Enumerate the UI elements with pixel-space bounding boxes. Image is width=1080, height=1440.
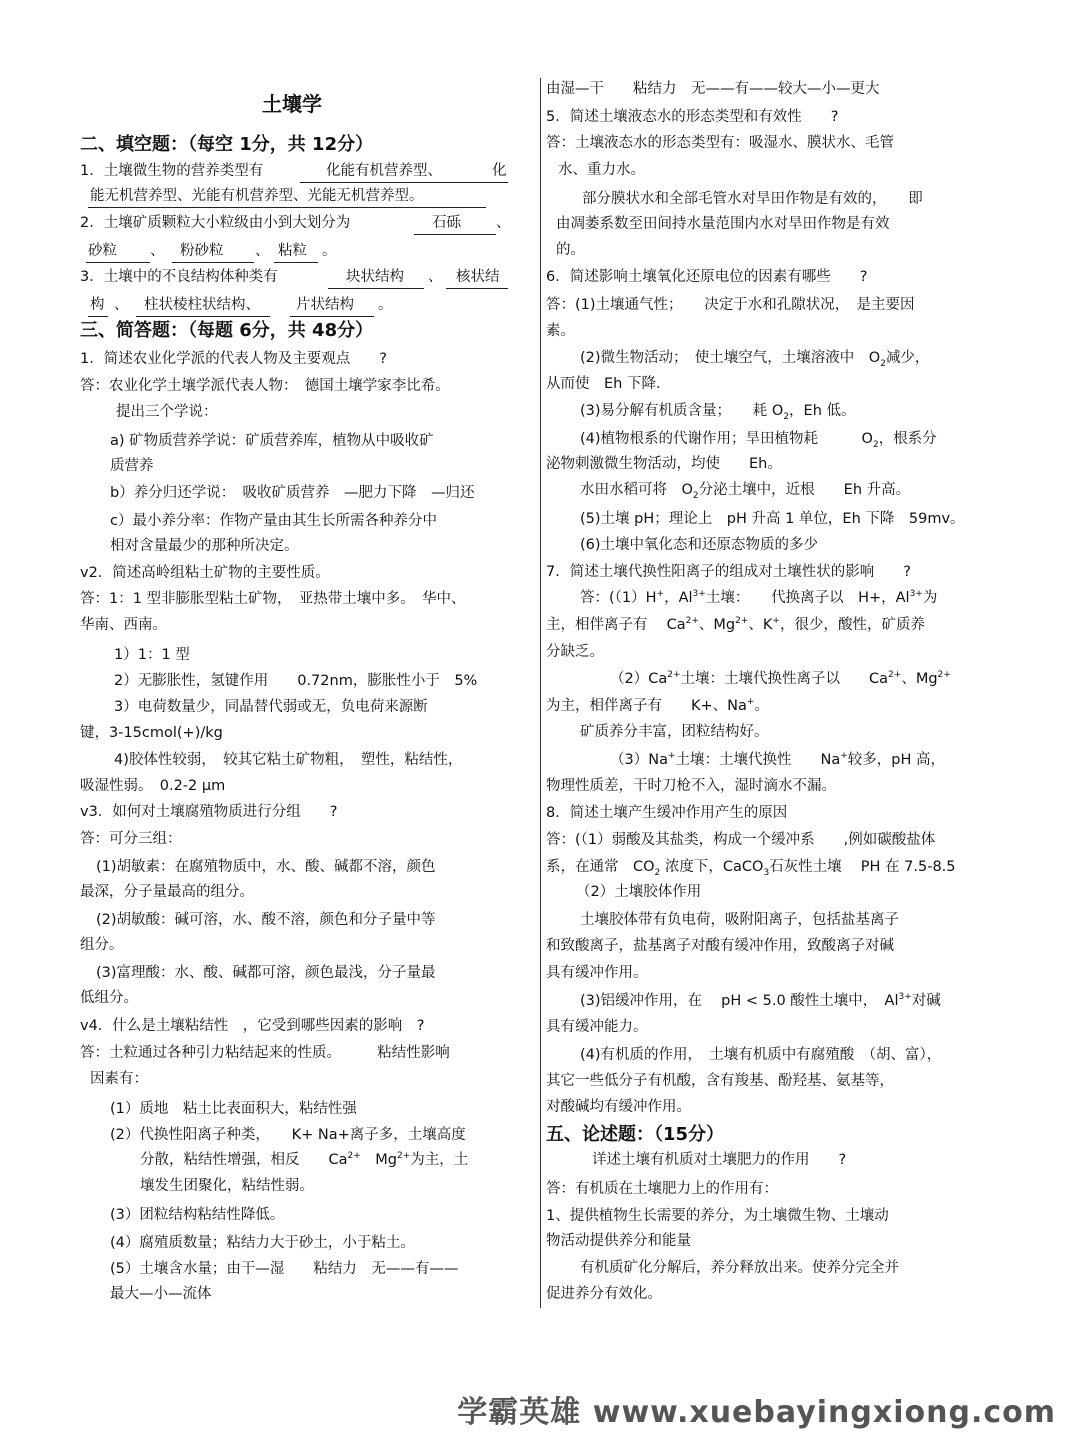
answer-9-line: 答：有机质在土壤肥力上的作用有： [546, 1181, 778, 1197]
answer-6-line: (4)植物根系的代谢作用；旱田植物耗 $O_2$，根系分 [580, 431, 937, 450]
answer-underline [328, 288, 424, 289]
answer-4-line: (3）团粒结构粘结性降低。 [110, 1207, 285, 1223]
answer-4-line: 答：土粒通过各种引力粘结起来的性质。 粘结性影响 [80, 1045, 450, 1061]
answer-6-line: 素。 [546, 323, 575, 339]
fill-q1-answer-c: 能无机营养型、光能有机营养型、光能无机营养型。 [90, 188, 424, 204]
fill-q3-answer-d: 片状结构 [296, 297, 354, 313]
answer-underline [88, 316, 108, 317]
answer-6-line: 答：(1)土壤通气性； 决定于水和孔隙状况， 是主要因 [546, 297, 915, 313]
question-5: 5．简述土壤液态水的形态类型和有效性 ? [546, 109, 839, 125]
answer-4-line: (5）土壤含水量；由干—湿 粘结力 无——有—— [110, 1261, 459, 1277]
section-short-answer-heading: 三、简答题：（每题 6分，共 48分） [80, 320, 374, 341]
answer-2-line: 吸湿性弱。 0.2-2 μm [80, 778, 226, 794]
question-1: 1．简述农业化学派的代表人物及主要观点 ? [80, 351, 387, 367]
answer-9-line: 物活动提供养分和能量 [546, 1233, 691, 1249]
answer-8-line: 系，在通常 $CO_2$ 浓度下，CaCO$_3$石灰性土壤 PH 在 7.5-8.5 [546, 859, 956, 878]
answer-7-line: 物理性质差，干时刀枪不入，湿时滴水不漏。 [546, 778, 836, 794]
answer-8-line: 和致酸离子，盐基离子对酸有缓冲作用，致酸离子对碱 [546, 938, 894, 954]
answer-7-line: 为主，相伴离子有 K+、Na+。 [546, 697, 769, 714]
fill-q2-stem: 2．土壤矿质颗粒大小粒级由小到大划分为 [80, 215, 351, 231]
answer-2-line: 4)胶体性较弱， 较其它粘土矿物粗， 塑性，粘结性， [114, 752, 463, 768]
answer-5-line: 答：土壤液态水的形态类型有：吸湿水、膜状水、毛管 [546, 135, 894, 151]
answer-5-line: 由凋萎系数至田间持水量范围内水对旱田作物是有效 [556, 216, 890, 232]
answer-4-line: (4）腐殖质数量；粘结力大于砂土，小于粘土。 [110, 1235, 415, 1251]
answer-1-line: 相对含量最少的那种所决定。 [110, 538, 299, 554]
fill-q3-answer-b2: 构 [90, 297, 105, 313]
fill-q2-answer-d: 粘粒 [278, 243, 307, 259]
answer-6-line: 泌物刺激微生物活动，均使 Eh。 [546, 456, 782, 472]
answer-7-line: （3）Na+土壤：土壤代换性 Na+较多，pH 高， [610, 751, 946, 768]
answer-underline [300, 182, 508, 183]
fill-q1-answer-a: 化能有机营养型、 [326, 163, 442, 179]
answer-underline [172, 262, 254, 263]
fill-q3-stem: 3．土壤中的不良结构体种类有 [80, 269, 278, 285]
answer-3-line: 答：可分三组： [80, 831, 182, 847]
question-9: 详述土壤有机质对土壤肥力的作用 ? [592, 1152, 847, 1168]
answer-8-line: 其它一些低分子有机酸，含有羧基、酚羟基、氨基等， [546, 1073, 894, 1089]
fill-q3-sep: 、 [114, 297, 129, 313]
fill-q2-answer-a: 石砾 [432, 215, 461, 231]
answer-6-line: (5)土壤 pH；理论上 pH 升高 1 单位，Eh 下降 59mv。 [580, 511, 965, 527]
answer-3-line: 低组分。 [80, 990, 138, 1006]
question-4: v4．什么是土壤粘结性 ，它受到哪些因素的影响 ? [80, 1018, 425, 1034]
answer-4-continued: 由湿—干 粘结力 无——有——较大—小—更大 [546, 81, 880, 97]
answer-6-line: (3)易分解有机质含量； 耗 $O_2$，Eh 低。 [580, 403, 856, 422]
fill-q3-answer-c: 柱状棱柱状结构、 [144, 297, 260, 313]
answer-underline [88, 207, 486, 208]
fill-q2-answer-c: 粉砂粒 [180, 243, 224, 259]
fill-q3-answer-b: 核状结 [456, 269, 500, 285]
answer-4-line: (1）质地 粘土比表面积大，粘结性强 [110, 1101, 357, 1117]
answer-2-line: 键，3-15cmol(+)/kg [80, 725, 223, 741]
answer-1-line: b）养分归还学说： 吸收矿质营养 —肥力下降 —归还 [110, 485, 475, 501]
question-2: v2．简述高岭组粘土矿物的主要性质。 [80, 565, 330, 581]
answer-2-line: 华南、西南。 [80, 617, 167, 633]
fill-q2-end: 。 [322, 243, 337, 259]
fill-q2-sep: 、 [150, 243, 165, 259]
answer-9-line: 促进养分有效化。 [546, 1286, 662, 1302]
answer-underline [274, 262, 318, 263]
answer-1-line: a) 矿物质营养学说：矿质营养库，植物从中吸收矿 [110, 433, 434, 449]
answer-8-line: (4)有机质的作用， 土壤有机质中有腐殖酸 （胡、富）， [580, 1047, 942, 1063]
answer-5-line: 的。 [556, 242, 585, 258]
answer-3-line: 最深，分子量最高的组分。 [80, 884, 254, 900]
answer-4-line: 壤发生团聚化，粘结性弱。 [140, 1178, 314, 1194]
question-6: 6．简述影响土壤氧化还原电位的因素有哪些 ? [546, 269, 868, 285]
answer-3-line: (3)富理酸：水、酸、碱都可溶，颜色最浅，分子量最 [96, 965, 436, 981]
fill-q1-answer-b: 化 [492, 163, 507, 179]
fill-q3-sep: 、 [428, 269, 443, 285]
question-8: 8．简述土壤产生缓冲作用产生的原因 [546, 805, 788, 821]
question-7: 7．简述土壤代换性阳离子的组成对土壤性状的影响 ? [546, 564, 911, 580]
answer-1-line: 答：农业化学土壤学派代表人物： 德国土壤学家李比希。 [80, 378, 450, 394]
answer-underline [446, 288, 508, 289]
answer-6-line: 水田水稻可将 $O_2$分泌土壤中，近根 Eh 升高。 [580, 482, 911, 501]
answer-5-line: 部分膜状水和全部毛管水对旱田作物是有效的， 即 [582, 191, 923, 207]
answer-7-line: 答：(（1）H+，$Al^{3+}$土壤： 代换离子以 H+，$Al^{3+}$为 [580, 589, 938, 606]
answer-2-line: 1）1：1 型 [114, 647, 190, 663]
site-watermark: 学霸英雄 www.xuebayingxiong.com [457, 1395, 1056, 1430]
answer-underline [136, 316, 270, 317]
fill-q2-sep: 、 [496, 215, 511, 231]
answer-underline [290, 316, 374, 317]
answer-2-line: 2）无膨胀性，氢键作用 0.72nm，膨胀性小于 5% [114, 673, 478, 689]
answer-8-line: 对酸碱均有缓冲作用。 [546, 1099, 691, 1115]
answer-8-line: (3)铝缓冲作用，在 pH < 5.0 酸性土壤中， $Al^{3+}$对碱 [580, 992, 941, 1009]
answer-6-line: 从而使 Eh 下降． [546, 376, 671, 392]
answer-6-line: (2)微生物活动； 使土壤空气，土壤溶液中 $O_2$减少， [580, 350, 930, 369]
answer-9-line: 1、提供植物生长需要的养分，为土壤微生物、土壤动 [546, 1208, 889, 1224]
answer-4-line: (2）代换性阳离子种类， K+ Na+离子多，土壤高度 [110, 1127, 466, 1143]
answer-3-line: (2)胡敏酸：碱可溶，水、酸不溶，颜色和分子量中等 [96, 912, 436, 928]
section-fill-blank-heading: 二、填空题：（每空 1分，共 12分） [80, 134, 374, 155]
fill-q3-end: 。 [378, 297, 393, 313]
answer-4-line: 因素有： [90, 1071, 148, 1087]
answer-4-line: 分散，粘结性增强，相反 $Ca^{2+}$ $Mg^{2+}$为主，土 [140, 1151, 469, 1168]
answer-7-line: 主，相伴离子有 $Ca^{2+}$、$Mg^{2+}$、K+，很少，酸性，矿质养 [546, 616, 925, 633]
answer-3-line: (1)胡敏素：在腐殖物质中，水、酸、碱都不溶，颜色 [96, 859, 436, 875]
answer-5-line: 水、重力水。 [558, 162, 645, 178]
answer-8-line: 具有缓冲作用。 [546, 965, 648, 981]
answer-3-line: 组分。 [80, 937, 124, 953]
question-3: v3．如何对土壤腐殖物质进行分组 ? [80, 804, 338, 820]
answer-6-line: (6)土壤中氧化态和还原态物质的多少 [580, 537, 819, 553]
answer-underline [86, 262, 150, 263]
answer-8-line: 具有缓冲能力。 [546, 1019, 648, 1035]
answer-2-line: 答：1：1 型非膨胀型粘土矿物， 亚热带土壤中多。 华中、 [80, 591, 466, 607]
answer-8-line: 土壤胶体带有负电荷，吸附阳离子，包括盐基离子 [580, 912, 899, 928]
answer-2-line: 3）电荷数量少，同晶替代弱或无，负电荷来源断 [114, 699, 428, 715]
answer-4-line: 最大—小—流体 [110, 1286, 212, 1302]
document-title: 土壤学 [262, 92, 322, 116]
answer-8-line: （2）土壤胶体作用 [576, 884, 702, 900]
answer-7-line: 矿质养分丰富，团粒结构好。 [580, 724, 769, 740]
fill-q2-answer-b: 砂粒 [88, 243, 117, 259]
fill-q2-sep: 、 [255, 243, 270, 259]
fill-q1-stem: 1．土壤微生物的营养类型有 [80, 163, 264, 179]
answer-underline [414, 234, 496, 235]
answer-1-line: 质营养 [110, 458, 154, 474]
fill-q3-answer-a: 块状结构 [346, 269, 404, 285]
answer-9-line: 有机质矿化分解后，养分释放出来。使养分完全并 [580, 1260, 899, 1276]
answer-1-line: c）最小养分率：作物产量由其生长所需各种养分中 [110, 513, 437, 529]
section-essay-heading: 五、论述题：（15分） [546, 1124, 725, 1145]
answer-7-line: 分缺乏。 [546, 644, 604, 660]
answer-1-line: 提出三个学说： [116, 404, 218, 420]
answer-7-line: $(2)Ca^{2+}$土壤：土壤代换性离子以 $Ca^{2+}$、$Mg^{2+}$ [610, 670, 951, 687]
column-divider [540, 78, 541, 1308]
answer-8-line: 答：(（1）弱酸及其盐类，构成一个缓冲系 ,例如碳酸盐体 [546, 832, 936, 848]
